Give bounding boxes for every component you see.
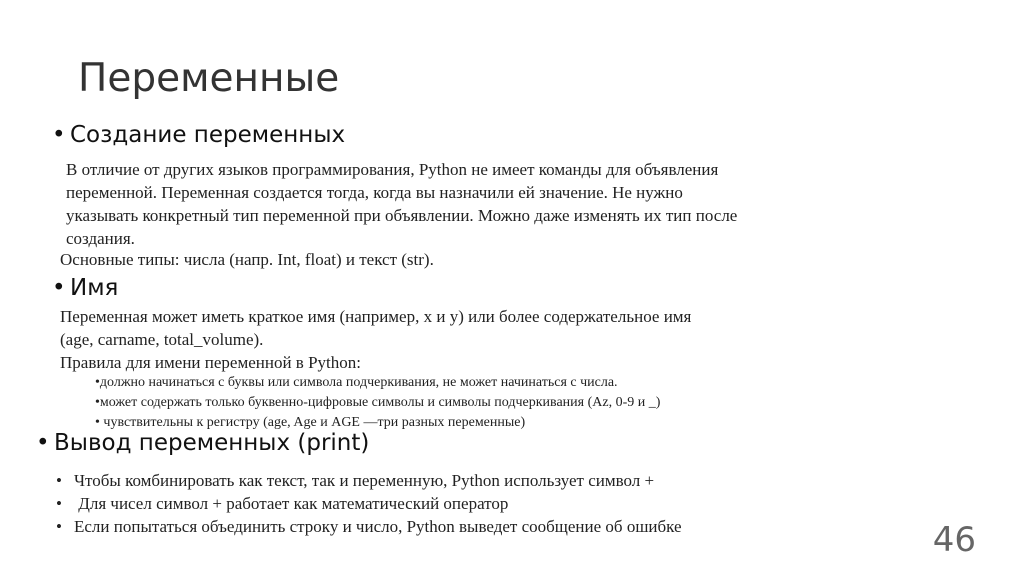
print-items-list [56, 469, 682, 538]
bullet-icon: • [56, 494, 62, 513]
bullet-icon: • [56, 517, 62, 536]
bullet-icon: • [56, 471, 62, 490]
section-creation-paragraph [66, 158, 737, 250]
page-number: 46 [932, 520, 976, 560]
text-line: В отличие от других языков программирования, Python не имеет команды для объявления [66, 160, 719, 179]
list-item: •должно начинаться с буквы или символа подчеркивания, не может начинаться с числа. [95, 375, 618, 390]
list-item [56, 515, 682, 538]
section-heading-text: Создание переменных [70, 122, 346, 148]
text-line: Правила для имени переменной в Python: [60, 353, 361, 372]
naming-rules-list [95, 373, 660, 433]
text-line: (age, carname, total_volume). [60, 330, 264, 349]
bullet-icon: • [52, 275, 66, 301]
section-heading-text: Имя [70, 275, 119, 301]
section-heading-creation [52, 122, 345, 148]
list-item-text: Чтобы комбинировать как текст, так и переменную, Python использует символ + [74, 471, 655, 490]
bullet-icon: • [52, 122, 66, 148]
text-line: указывать конкретный тип переменной при объявлении. Можно даже изменять их тип после [66, 206, 738, 225]
section-heading-print [36, 430, 369, 456]
section-name-paragraph [60, 305, 691, 374]
types-line: Основные типы: числа (напр. Int, float) и текст (str). [60, 250, 434, 269]
section-heading-text: Вывод переменных (print) [54, 430, 370, 456]
text-line: Переменная может иметь краткое имя (например, x и y) или более содержательное имя [60, 307, 692, 326]
list-item: • чувствительны к регистру (age, Age и AGE —три разных переменные) [95, 415, 526, 430]
list-item [56, 492, 682, 515]
text-line: переменной. Переменная создается тогда, когда вы назначили ей значение. Не нужно [66, 183, 683, 202]
list-item-text: Если попытаться объединить строку и число, Python выведет сообщение об ошибке [74, 517, 682, 536]
bullet-icon: • [36, 430, 50, 456]
list-item-text: Для чисел символ + работает как математический оператор [74, 494, 509, 513]
list-item: •может содержать только буквенно-цифровые символы и символы подчеркивания (Az, 0-9 и _) [95, 395, 661, 410]
section-heading-name [52, 275, 118, 301]
text-line: создания. [66, 229, 135, 248]
list-item [56, 469, 682, 492]
slide-title: Переменные [78, 56, 340, 101]
